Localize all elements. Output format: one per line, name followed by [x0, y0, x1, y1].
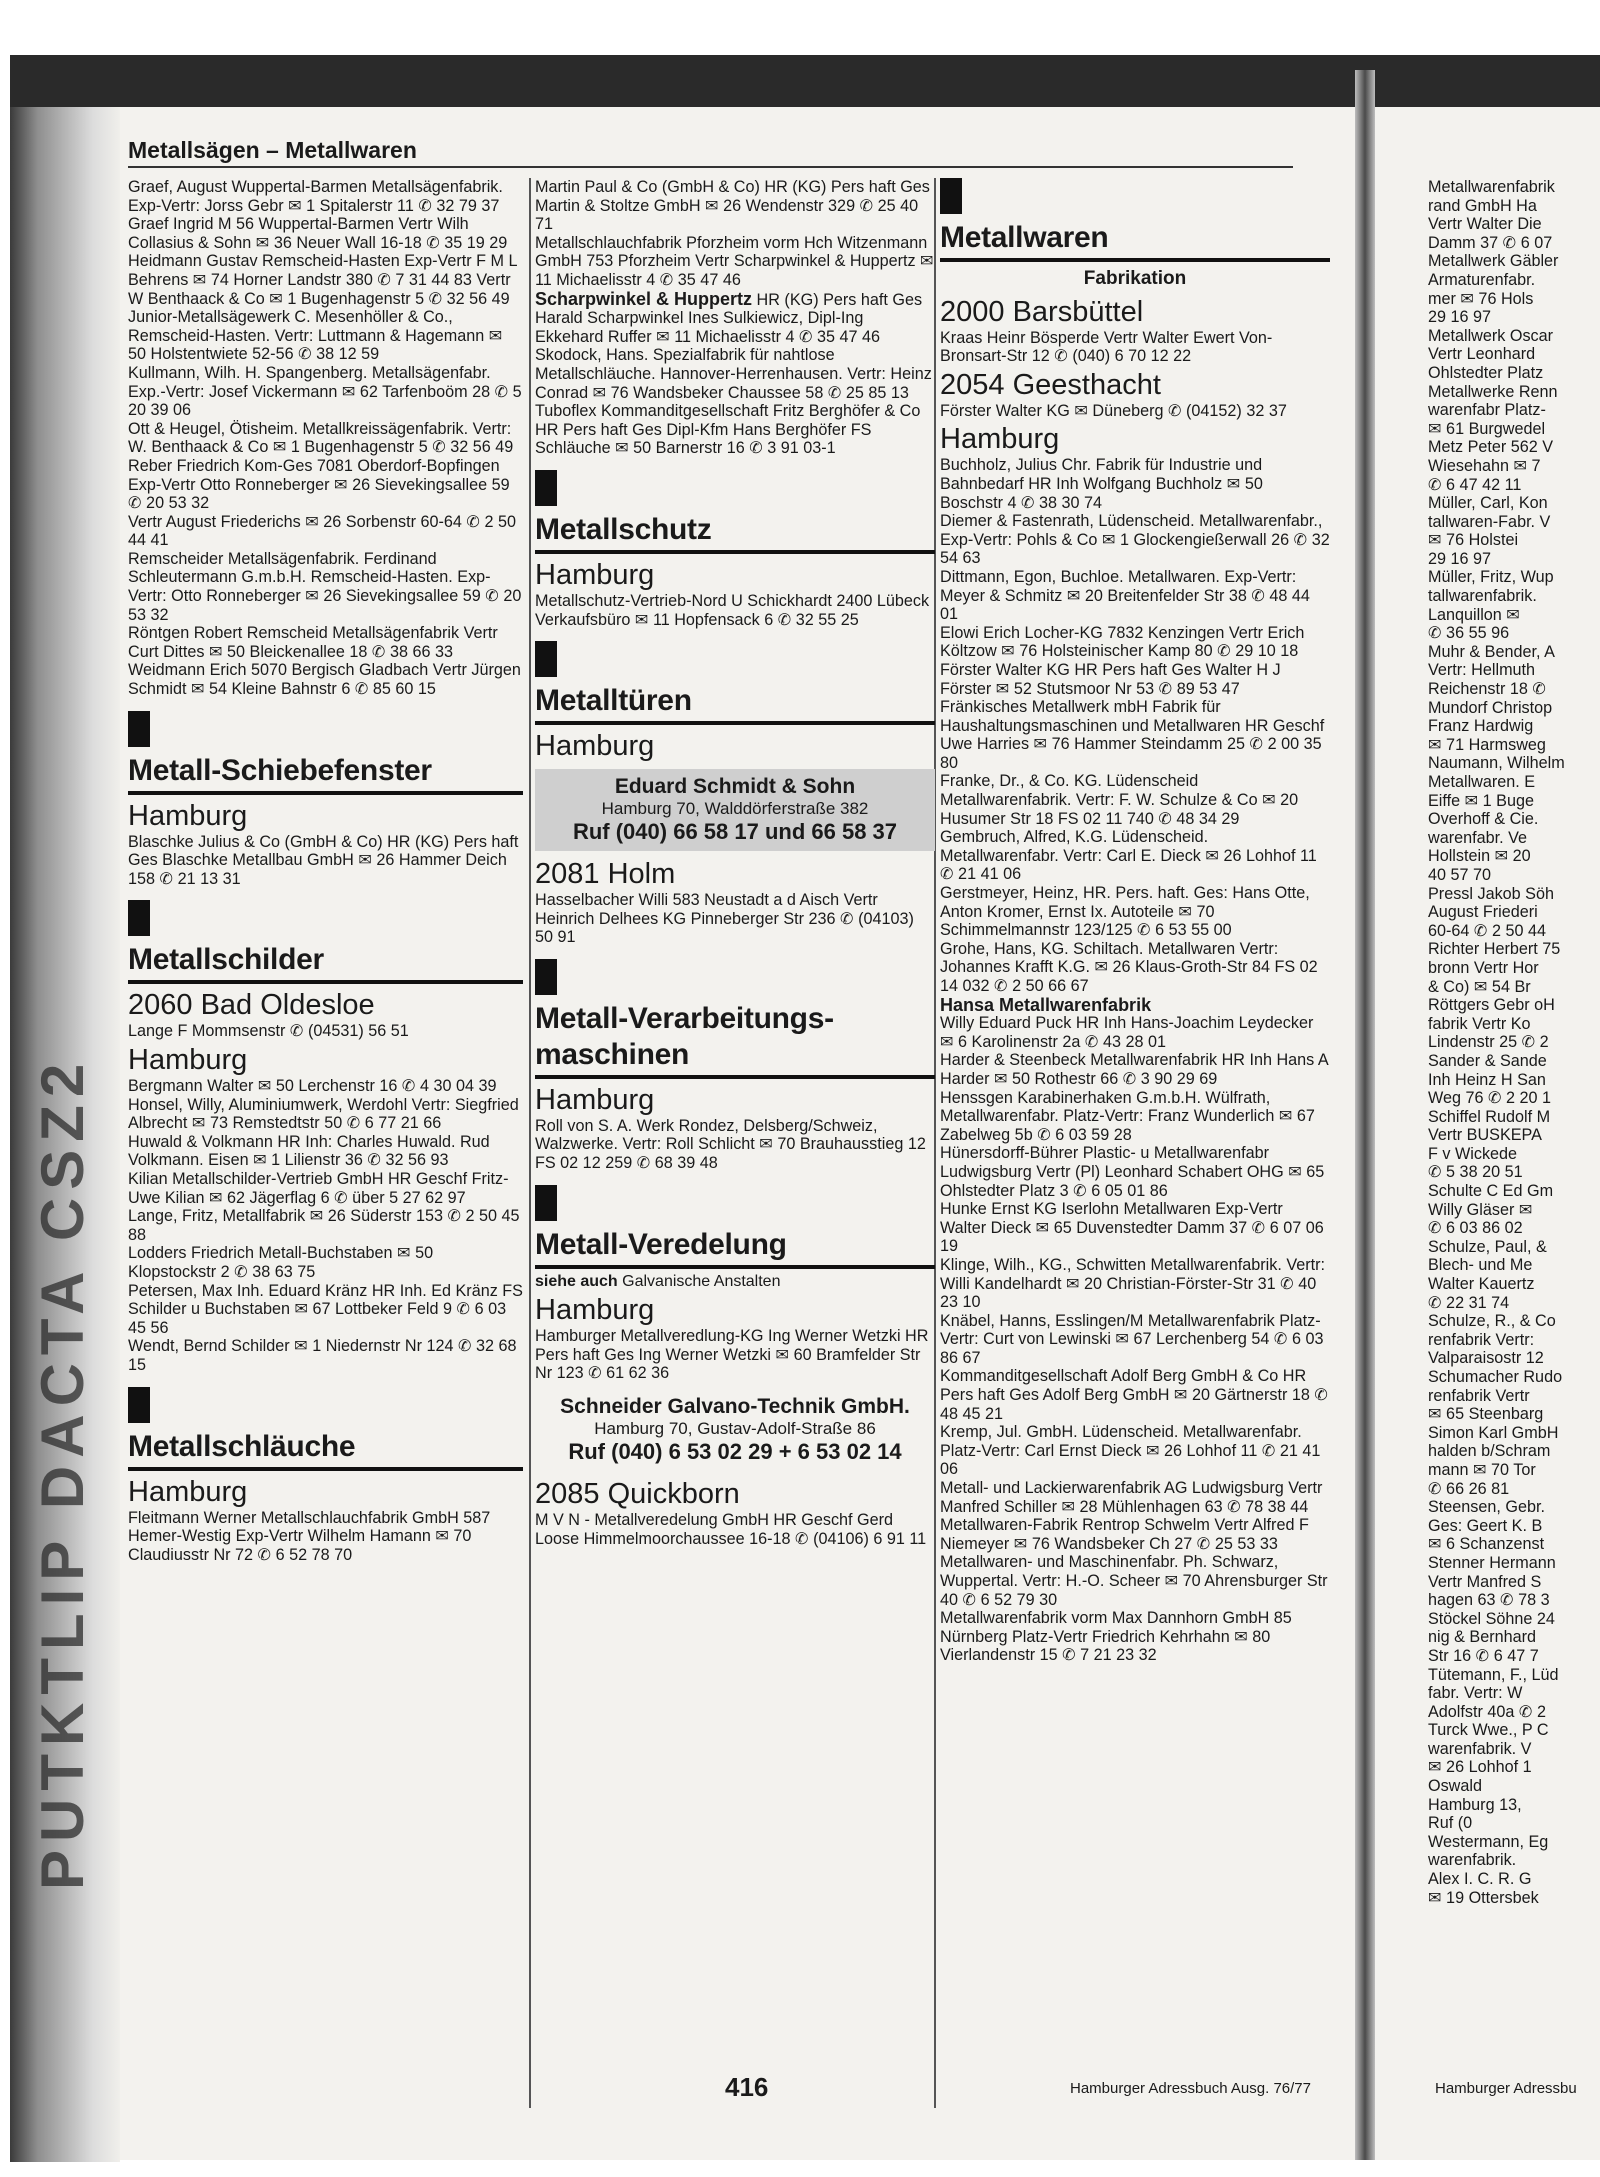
listing-entry: Adolfstr 40a ✆ 2 — [1428, 1702, 1546, 1721]
listing-entry: Junior-Metallsägewerk C. Mesenhöller & Co., Remscheid-Hasten. Vertr: Luttmann & Hagemann ✉ 50 Holstentwiete 52-56 ✆ 38 12 59 — [128, 308, 503, 364]
listing-entry: Steensen, Gebr. — [1428, 1498, 1545, 1517]
listing-entry: Schulte C Ed Gm — [1428, 1182, 1554, 1201]
section-title: Metallschilder — [128, 943, 324, 977]
city-heading: Hamburg — [128, 799, 248, 832]
listing-entry: Tütemann, F., Lüd — [1428, 1665, 1559, 1684]
listing-entry: Pressl Jakob Söh — [1428, 884, 1554, 903]
section-metall-schiebefenster — [128, 711, 523, 889]
ad-company-name: Eduard Schmidt & Sohn — [614, 775, 856, 799]
section-title: Metallschläuche — [128, 1429, 356, 1463]
ad-phone: Ruf (040) 6 53 02 29 + 6 53 02 14 — [568, 1439, 902, 1465]
listing-entry: Str 16 ✆ 6 47 7 — [1428, 1646, 1539, 1665]
listing-entry: Roll von S. A. Werk Rondez, Delsberg/Schweiz, Walzwerke. Vertr: Roll Schlicht ✉ 70 Brauhausstieg 12 FS 02 12 259 ✆ 68 39 48 — [535, 1116, 926, 1173]
listing-entry: Kullmann, Wilh. H. Spangenberg. Metallsägenfabr. Exp.-Vertr: Josef Vickermann ✉ 62 Tarfenboöm 28 ✆ 5 20 39 06 — [128, 363, 522, 420]
listing-entry: Vertr Manfred S — [1428, 1572, 1542, 1591]
ad-address: Hamburg 70, Gustav-Adolf-Straße 86 — [594, 1419, 876, 1439]
listing-entry: warenfabr Platz- — [1428, 401, 1546, 420]
section-metallschutz — [535, 470, 935, 629]
listing-entry: warenfabrik. V — [1428, 1739, 1532, 1758]
listing-entry: Metallwerke Renn — [1428, 382, 1558, 401]
city-heading: Hamburg — [940, 423, 1060, 456]
listing-entry: Willy Eduard Puck HR Inh Hans-Joachim Leydecker ✉ 6 Karolinenstr 2a ✆ 43 28 01 — [940, 1014, 1314, 1051]
listing-entry: Armaturenfabr. — [1428, 270, 1536, 289]
section-title: Metalltüren — [535, 684, 692, 718]
listing-entry: Vertr: Hellmuth — [1428, 661, 1536, 680]
listing-entry: Heidmann Gustav Remscheid-Hasten Exp-Vertr F M L Behrens ✉ 74 Horner Landstr 380 ✆ 7 31 44 83 Vertr W Benthaack & Co ✉ 1 Bugenhagenstr 5 ✆ 32 56 49 — [128, 252, 517, 308]
listing-entry: Skodock, Hans. Spezialfabrik für nahtlose Metallschläuche. Hannover-Herrenhausen. Vertr: Heinz Conrad ✉ 76 Wandsbeker Chaussee 58 ✆ 25 85 13 — [535, 346, 932, 402]
section-title: Metall-Schiebefenster — [128, 753, 432, 787]
entry-list — [1428, 178, 1600, 1907]
section-rule — [535, 721, 935, 725]
listing-entry: Bergmann Walter ✉ 50 Lerchenstr 16 ✆ 4 30 04 39 — [128, 1077, 497, 1095]
entry-name: Scharpwinkel & Huppertz — [535, 288, 753, 309]
listing-entry: Vertr Walter Die — [1428, 215, 1542, 234]
listing-entry: Stenner Hermann — [1428, 1553, 1556, 1572]
listing-entry: Metallwarenfabrik — [1428, 178, 1555, 196]
listing-entry: Hünersdorff-Bührer Plastic- u Metallwarenfabr Ludwigsburg Vertr (Pl) Leonhard Schabert OHG ✉ 65 Ohlstedter Platz 3 ✆ 6 05 01 86 — [940, 1144, 1325, 1200]
section-rule — [535, 550, 935, 554]
listing-entry: renfabrik Vertr — [1428, 1386, 1530, 1405]
listing-entry: Ges: Geert K. B — [1428, 1516, 1543, 1535]
ad-phone: Ruf (040) 66 58 17 und 66 58 37 — [572, 819, 898, 845]
section-marker — [940, 178, 962, 214]
spine-imprint: PUTKTLIP DACTA CSZ2 — [29, 1055, 96, 1890]
section-metall-veredelung — [535, 1185, 935, 1549]
listing-entry: Blech- und Me — [1428, 1256, 1533, 1275]
city-heading: Hamburg — [535, 1083, 655, 1116]
listing-entry: Vertr August Friederichs ✉ 26 Sorbenstr 60-64 ✆ 2 50 44 41 — [128, 512, 516, 550]
listing-entry: 29 16 97 — [1428, 549, 1492, 568]
listing-entry: F v Wickede — [1428, 1144, 1518, 1163]
listing-entry: Petersen, Max Inh. Eduard Kränz HR Inh. Ed Kränz FS Schilder u Buchstaben ✉ 67 Lottbeker Feld 9 ✆ 6 03 45 56 — [128, 1281, 523, 1337]
listing-entry: ✆ 6 47 42 11 — [1428, 475, 1522, 494]
listing-entry: ✉ 65 Steenbarg — [1428, 1405, 1544, 1424]
section-marker — [535, 641, 557, 677]
listing-entry: ✆ 5 38 20 51 — [1428, 1163, 1523, 1182]
book-title-footer: Hamburger Adressbuch Ausg. 76/77 — [1070, 2080, 1311, 2097]
listing-entry: Ruf (0 — [1428, 1814, 1473, 1833]
listing-entry: Metallwaren- und Maschinenfabr. Ph. Schwarz, Wuppertal. Vertr: H.-O. Scheer ✉ 70 Ahrensburger Str 40 ✆ 6 52 79 30 — [940, 1553, 1328, 1609]
section-marker — [535, 470, 557, 506]
entry-list — [535, 1511, 935, 1548]
page-fold — [1355, 70, 1375, 2160]
city-heading: 2085 Quickborn — [535, 1478, 740, 1511]
listing-entry: nig & Bernhard — [1428, 1628, 1536, 1647]
listing-entry: Vertr BUSKEPA — [1428, 1126, 1542, 1145]
listing-entry: ✆ 66 26 81 — [1428, 1479, 1510, 1498]
listing-entry: Walter Kauertz — [1428, 1275, 1535, 1294]
listing-entry: 60-64 ✆ 2 50 44 — [1428, 921, 1546, 940]
listing-entry: Klinge, Wilh., KG., Schwitten Metallwarenfabrik. Vertr: Willi Kandelhardt ✉ 20 Christian-Förster-Str 31 ✆ 40 23 10 — [940, 1255, 1326, 1312]
listing-entry: Kilian Metallschilder-Vertrieb GmbH HR Geschf Fritz-Uwe Kilian ✉ 62 Jägerflag 6 ✆ über 5 27 62 97 — [128, 1169, 509, 1207]
listing-entry: Huwald & Volkmann HR Inh: Charles Huwald. Rud Volkmann. Eisen ✉ 1 Lilienstr 36 ✆ 32 56 93 — [128, 1132, 490, 1170]
entry-list — [535, 1327, 935, 1383]
city-heading: Hamburg — [535, 1294, 655, 1327]
listing-entry: Graef, August Wuppertal-Barmen Metallsägenfabrik. Exp-Vertr: Jorss Gebr ✉ 1 Spitalerstr 11 ✆ 32 79 37 — [128, 178, 503, 215]
entry-list — [940, 329, 1330, 366]
display-ad-schneider-galvano — [535, 1389, 935, 1471]
listing-entry: Schulze, Paul, & — [1428, 1237, 1547, 1256]
listing-entry: mann ✉ 70 Tor — [1428, 1460, 1536, 1479]
section-metalltueren — [535, 641, 935, 947]
listing-entry: Vertr Leonhard — [1428, 345, 1536, 364]
section-marker — [128, 711, 150, 747]
section-rule — [940, 258, 1330, 262]
listing-entry: Remscheider Metallsägenfabrik. Ferdinand Schleutermann G.m.b.H. Remscheid-Hasten. Exp-Vertr: Otto Ronneberger ✉ 26 Sievekingsallee 59 ✆ 20 53 32 — [128, 549, 522, 624]
cross-reference-prefix: siehe auch — [535, 1272, 618, 1290]
section-rule — [128, 980, 523, 984]
entry-list — [128, 1022, 523, 1041]
entry-list — [128, 1077, 523, 1375]
city-heading: 2081 Holm — [535, 858, 676, 891]
section-metallschilder — [128, 900, 523, 1374]
listing-entry: Valparaisostr 12 — [1428, 1349, 1544, 1368]
listing-entry: Damm 37 ✆ 6 07 — [1428, 233, 1553, 252]
listing-entry: Lange, Fritz, Metallfabrik ✉ 26 Süderstr 153 ✆ 2 50 45 88 — [128, 1207, 520, 1244]
listing-entry: tallwaren-Fabr. V — [1428, 512, 1551, 531]
section-marker — [128, 1387, 150, 1423]
listing-entry: ✉ 71 Harmsweg — [1428, 735, 1546, 754]
listing-entry: Westermann, Eg — [1428, 1832, 1549, 1851]
listing-entry: Knäbel, Hanns, Esslingen/M Metallwarenfabrik Platz-Vertr: Curt von Lewinski ✉ 67 Lerchenberg 54 ✆ 6 03 86 67 — [940, 1311, 1324, 1367]
section-title: Metall-Verarbeitungs-maschinen — [535, 1001, 834, 1071]
section-metallschlaeuche — [128, 1387, 523, 1565]
listing-entry: Turck Wwe., P C — [1428, 1721, 1549, 1740]
section-title: Metallschutz — [535, 512, 712, 546]
listing-entry: Weidmann Erich 5070 Bergisch Gladbach Vertr Jürgen Schmidt ✉ 54 Kleine Bahnstr 6 ✆ 85 60 15 — [128, 661, 521, 699]
section-marker — [535, 959, 557, 995]
column-divider — [529, 178, 531, 2108]
listing-entry: 40 57 70 — [1428, 865, 1492, 884]
listing-entry: Buchholz, Julius Chr. Fabrik für Industrie und Bahnbedarf HR Inh Wolfgang Buchholz ✉ 50 Boschstr 4 ✆ 38 30 74 — [940, 456, 1263, 512]
listing-entry: Franke, Dr., & Co. KG. Lüdenscheid Metallwarenfabrik. Vertr: F. W. Schulze & Co ✉ 20 Husumer Str 18 FS 02 11 740 ✆ 48 34 29 — [940, 772, 1299, 828]
listing-entry: Wiesehahn ✉ 7 — [1428, 456, 1541, 475]
listing-entry: Oswald — [1428, 1777, 1482, 1796]
listing-entry: Reber Friedrich Kom-Ges 7081 Oberdorf-Bopfingen Exp-Vertr Otto Ronneberger ✉ 26 Sievekingsallee 59 ✆ 20 53 32 — [128, 456, 510, 513]
listing-entry: Richter Herbert 75 — [1428, 940, 1561, 959]
listing-entry: Blaschke Julius & Co (GmbH & Co) HR (KG) Pers haft Ges Blaschke Metallbau GmbH ✉ 26 Hammer Deich 158 ✆ 21 13 31 — [128, 832, 519, 888]
listing-entry: Naumann, Wilhelm — [1428, 754, 1565, 773]
listing-entry: ✉ 6 Schanzenst — [1428, 1535, 1545, 1554]
listing-entry: Kraas Heinr Bösperde Vertr Walter Ewert Von-Bronsart-Str 12 ✆ (040) 6 70 12 22 — [940, 328, 1273, 366]
listing-entry: Martin Paul & Co (GmbH & Co) HR (KG) Pers haft Ges Martin & Stoltze GmbH ✉ 26 Wendenstr 329 ✆ 25 40 71 — [535, 178, 930, 234]
listing-entry: Inh Heinz H San — [1428, 1070, 1546, 1089]
listing-entry: Lanquillon ✉ — [1428, 605, 1520, 624]
listing-entry: Schiffel Rudolf M — [1428, 1107, 1551, 1126]
listing-entry: Kremp, Jul. GmbH. Lüdenscheid. Metallwarenfabr. Platz-Vertr: Carl Ernst Dieck ✉ 26 Lohhof 11 ✆ 21 41 06 — [940, 1423, 1321, 1479]
listing-entry: renfabrik Vertr: — [1428, 1330, 1535, 1349]
listing-entry: Hollstein ✉ 20 — [1428, 847, 1531, 866]
listing-entry: Diemer & Fastenrath, Lüdenscheid. Metallwarenfabr., Exp-Vertr: Pohls & Co ✉ 1 Glockengießerwall 26 ✆ 32 54 63 — [940, 512, 1330, 568]
listing-entry: fabrik Vertr Ko — [1428, 1014, 1531, 1033]
listing-entry: Kommanditgesellschaft Adolf Berg GmbH & Co HR Pers haft Ges Adolf Berg GmbH ✉ 20 Gärtnerstr 18 ✆ 48 45 21 — [940, 1367, 1328, 1423]
cross-reference — [535, 1273, 935, 1292]
listing-entry: Wendt, Bernd Schilder ✉ 1 Niedernstr Nr 124 ✆ 32 68 15 — [128, 1337, 517, 1374]
city-heading: Hamburg — [128, 1475, 248, 1508]
listing-entry: Fränkisches Metallwerk mbH Fabrik für Haushaltungsmaschinen und Metallwaren HR Geschf Uwe Harries ✉ 76 Hammer Steindamm 25 ✆ 2 00 35 80 — [940, 698, 1325, 772]
listing-entry: Fleitmann Werner Metallschlauchfabrik GmbH 587 Hemer-Westig Exp-Vertr Wilhelm Hamann ✉ 70 Claudiusstr Nr 72 ✆ 6 52 78 70 — [128, 1508, 491, 1564]
listing-entry: Metallwaren-Fabrik Rentrop Schwelm Vertr Alfred F Niemeyer ✉ 76 Wandsbeker Ch 27 ✆ 25 53 33 — [940, 1516, 1309, 1553]
column-4-partial — [1428, 178, 1600, 1907]
listing-entry: Weg 76 ✆ 2 20 1 — [1428, 1089, 1552, 1108]
section-marker — [535, 1185, 557, 1221]
listing-entry: Gembruch, Alfred, K.G. Lüdenscheid. Metallwarenfabr. Vertr: Carl E. Dieck ✉ 26 Lohhof 11 ✆ 21 41 06 — [940, 828, 1317, 884]
listing-entry: ✉ 26 Lohhof 1 — [1428, 1758, 1532, 1777]
book-title-footer-right: Hamburger Adressbu — [1435, 2080, 1577, 2097]
listing-entry: ✆ 6 03 86 02 — [1428, 1219, 1523, 1238]
listing-entry: Graef Ingrid M 56 Wuppertal-Barmen Vertr Wilh Collasius & Sohn ✉ 36 Neuer Wall 16-18 ✆ 35 19 29 — [128, 215, 508, 252]
entry-list — [940, 402, 1330, 421]
entry-list — [535, 891, 935, 947]
listing-entry: Elowi Erich Locher-KG 7832 Kenzingen Vertr Erich Költzow ✉ 76 Holsteinischer Kamp 80 ✆ 29 10 18 — [940, 623, 1305, 661]
section-title: Metallwaren — [940, 221, 1109, 254]
city-heading: 2054 Geesthacht — [940, 368, 1161, 401]
section-metall-verarbeitungsmaschinen — [535, 959, 935, 1173]
entry-list — [535, 178, 935, 290]
section-rule — [128, 791, 523, 795]
entry-list — [940, 1014, 1330, 1665]
listing-entry: Förster Walter KG ✉ Düneberg ✆ (04152) 32 37 — [940, 401, 1287, 420]
display-ad-eduard-schmidt — [535, 769, 935, 851]
listing-entry: mer ✉ 76 Hols — [1428, 289, 1534, 308]
section-rule — [535, 1265, 935, 1269]
listing-entry: Röntgen Robert Remscheid Metallsägenfabrik Vertr Curt Dittes ✉ 50 Bleickenallee 18 ✆ 38 66 33 — [128, 624, 498, 661]
listing-entry: August Friederi — [1428, 903, 1538, 922]
listing-entry: Müller, Carl, Kon — [1428, 494, 1548, 513]
listing-entry: Harder & Steenbeck Metallwarenfabrik HR Inh Hans A Harder ✉ 50 Rothestr 66 ✆ 3 90 29 69 — [940, 1051, 1328, 1088]
listing-entry: & Co) ✉ 54 Br — [1428, 977, 1531, 996]
listing-entry: Lodders Friedrich Metall-Buchstaben ✉ 50 Klopstockstr 2 ✆ 38 63 75 — [128, 1244, 434, 1281]
entry-list — [535, 592, 935, 629]
listing-entry: Overhoff & Cie. — [1428, 810, 1539, 829]
listing-entry: bronn Vertr Hor — [1428, 958, 1539, 977]
running-head: Metallsägen – Metallwaren — [128, 137, 417, 163]
listing-entry: Simon Karl GmbH — [1428, 1423, 1559, 1442]
listing-entry: hagen 63 ✆ 78 3 — [1428, 1591, 1550, 1610]
subsection-heading: Fabrikation — [1083, 268, 1187, 289]
listing-entry: Metallwerk Gäbler — [1428, 252, 1559, 271]
listing-entry: Metallwarenfabrik vorm Max Dannhorn GmbH 85 Nürnberg Platz-Vertr Friedrich Kehrhahn ✉ 80 Vierlandenstr 15 ✆ 7 21 23 32 — [940, 1609, 1292, 1665]
listing-entry: ✉ 61 Burgwedel — [1428, 419, 1546, 438]
entry-list — [535, 346, 935, 458]
listing-entry: Alex I. C. R. G — [1428, 1870, 1532, 1889]
listing-entry: Metz Peter 562 V — [1428, 438, 1554, 457]
section-title: Metall-Veredelung — [535, 1227, 787, 1261]
listing-entry: warenfabr. Ve — [1428, 828, 1527, 847]
listing-entry: ✉ 19 Ottersbek — [1428, 1888, 1539, 1907]
listing-entry: Dittmann, Egon, Buchloe. Metallwaren. Exp-Vertr: Meyer & Schmitz ✉ 20 Breitenfelder Str 38 ✆ 48 44 01 — [940, 567, 1310, 624]
listing-entry: Eiffe ✉ 1 Buge — [1428, 791, 1534, 810]
city-heading: Hamburg — [535, 730, 655, 763]
listing-entry: Hasselbacher Willi 583 Neustadt a d Aisch Vertr Heinrich Delhees KG Pinneberger Str 236 ✆ (04103) 50 91 — [535, 891, 914, 947]
section-rule — [535, 1075, 935, 1079]
listing-entry: Metallschutz-Vertrieb-Nord U Schickhardt 2400 Lübeck Verkaufsbüro ✉ 11 Hopfensack 6 ✆ 32 55 25 — [535, 591, 930, 629]
ad-company-name: Schneider Galvano-Technik GmbH. — [560, 1395, 910, 1419]
listing-entry: Franz Hardwig — [1428, 717, 1534, 736]
listing-entry: Stöckel Söhne 24 — [1428, 1609, 1555, 1628]
listing-entry: Sander & Sande — [1428, 1051, 1547, 1070]
listing-entry: Muhr & Bender, A — [1428, 642, 1555, 661]
listing-entry: Metall- und Lackierwarenfabrik AG Ludwigsburg Vertr Manfred Schiller ✉ 28 Mühlenhagen 63 ✆ 78 38 44 — [940, 1479, 1323, 1516]
listing-entry: Grohe, Hans, KG. Schiltach. Metallwaren Vertr: Johannes Krafft K.G. ✉ 26 Klaus-Groth-Str 84 FS 02 14 032 ✆ 2 50 66 67 — [940, 939, 1318, 995]
column-2 — [535, 178, 935, 1548]
listing-entry: M V N - Metallveredelung GmbH HR Geschf Gerd Loose Himmelmoorchaussee 16-18 ✆ (04106) 6 91 11 — [535, 1511, 927, 1548]
listing-entry: ✆ 36 55 96 — [1428, 624, 1510, 643]
entry-name: Hansa Metallwarenfabrik — [940, 994, 1152, 1015]
listing-entry: tallwarenfabrik. — [1428, 587, 1537, 606]
listing-entry: ✉ 76 Holstei — [1428, 531, 1519, 550]
listing-entry: Ott & Heugel, Ötisheim. Metallkreissägenfabrik. Vertr: W. Benthaack & Co ✉ 1 Bugenhagenstr 5 ✆ 32 56 49 — [128, 419, 514, 457]
listing-entry: Schulze, R., & Co — [1428, 1312, 1556, 1331]
listing-entry: halden b/Schram — [1428, 1442, 1551, 1461]
entry-list — [128, 1509, 523, 1565]
city-heading: Hamburg — [535, 558, 655, 591]
listing-entry: ✆ 22 31 74 — [1428, 1293, 1510, 1312]
listing-entry: Müller, Fritz, Wup — [1428, 568, 1554, 587]
listing-entry: Mundorf Christop — [1428, 698, 1553, 717]
listing-entry: Hamburger Metallveredlung-KG Ing Werner Wetzki HR Pers haft Ges Ing Werner Wetzki ✉ 60 Bramfelder Str Nr 123 ✆ 61 62 36 — [535, 1327, 929, 1383]
running-head-rule — [128, 166, 1293, 168]
listing-entry: rand GmbH Ha — [1428, 196, 1537, 215]
listing-entry: 29 16 97 — [1428, 308, 1492, 327]
listing-entry: fabr. Vertr: W — [1428, 1684, 1523, 1703]
entry-list — [535, 1117, 935, 1173]
section-rule — [128, 1467, 523, 1471]
listing-entry — [535, 290, 935, 347]
listing-entry: Röttgers Gebr oH — [1428, 996, 1555, 1015]
listing-entry: Metallwerk Oscar — [1428, 326, 1554, 345]
listing-entry: Lindenstr 25 ✆ 2 — [1428, 1033, 1549, 1052]
listing-entry: Honsel, Willy, Aluminiumwerk, Werdohl Vertr: Siegfried Albrecht ✉ 73 Remstedtstr 50 ✆ 6 77 21 66 — [128, 1095, 519, 1133]
listing-entry: Henssgen Karabinerhaken G.m.b.H. Wülfrath, Metallwarenfabr. Platz-Vertr: Franz Wunderlich ✉ 67 Zabelweg 5b ✆ 6 03 59 28 — [940, 1088, 1315, 1144]
listing-entry: Reichenstr 18 ✆ — [1428, 680, 1546, 699]
city-heading: 2000 Barsbüttel — [940, 295, 1144, 328]
column-1 — [128, 178, 523, 1564]
city-heading: Hamburg — [128, 1044, 248, 1076]
listing-entry: warenfabrik. — [1428, 1851, 1517, 1870]
listing-entry: Lange F Mommsenstr ✆ (04531) 56 51 — [128, 1022, 409, 1041]
entry-details: HR (KG) Pers haft Ges Harald Scharpwinkel Ines Sulkiewicz, Dipl-Ing Ekkehard Ruffer ✉ 11 Michaelisstr 4 ✆ 35 47 46 — [535, 290, 923, 346]
listing-entry: Schumacher Rudo — [1428, 1368, 1563, 1386]
listing-entry: Willy Gläser ✉ — [1428, 1200, 1533, 1219]
listing-entry: Tuboflex Kommanditgesellschaft Fritz Berghöfer & Co HR Pers haft Ges Dipl-Kfm Hans Berghöfer FS Schläuche ✉ 50 Barnerstr 16 ✆ 3 91 03-1 — [535, 402, 921, 458]
listing-entry: Metallschlauchfabrik Pforzheim vorm Hch Witzenmann GmbH 753 Pforzheim Vertr Scharpwinkel & Huppertz ✉ 11 Michaelisstr 4 ✆ 35 47 46 — [535, 233, 934, 289]
listing-entry: Förster Walter KG HR Pers haft Ges Walter H J Förster ✉ 52 Stutsmoor Nr 53 ✆ 89 53 47 — [940, 660, 1281, 698]
listing-entry: Gerstmeyer, Heinz, HR. Pers. haft. Ges: Hans Otte, Anton Kromer, Ernst Ix. Autoteile ✉ 70 Schimmelmannstr 123/125 ✆ 6 53 55 00 — [940, 884, 1310, 940]
listing-entry: Metallwaren. E — [1428, 773, 1536, 791]
entry-list — [128, 178, 523, 699]
entry-list — [940, 456, 1330, 995]
entry-list — [128, 833, 523, 889]
cross-reference-target: Galvanische Anstalten — [622, 1272, 781, 1290]
listing-entry: Hunke Ernst KG Iserlohn Metallwaren Exp-Vertr Walter Dieck ✉ 65 Duvenstedter Damm 37 ✆ 6 07 06 19 — [940, 1200, 1324, 1256]
ad-address: Hamburg 70, Walddörferstraße 382 — [601, 799, 869, 819]
listing-entry: Hamburg 13, — [1428, 1795, 1522, 1814]
listing-entry: Ohlstedter Platz — [1428, 363, 1544, 382]
section-marker — [128, 900, 150, 936]
city-heading: 2060 Bad Oldesloe — [128, 989, 375, 1022]
column-3 — [940, 178, 1330, 1665]
page-number: 416 — [725, 2072, 769, 2102]
